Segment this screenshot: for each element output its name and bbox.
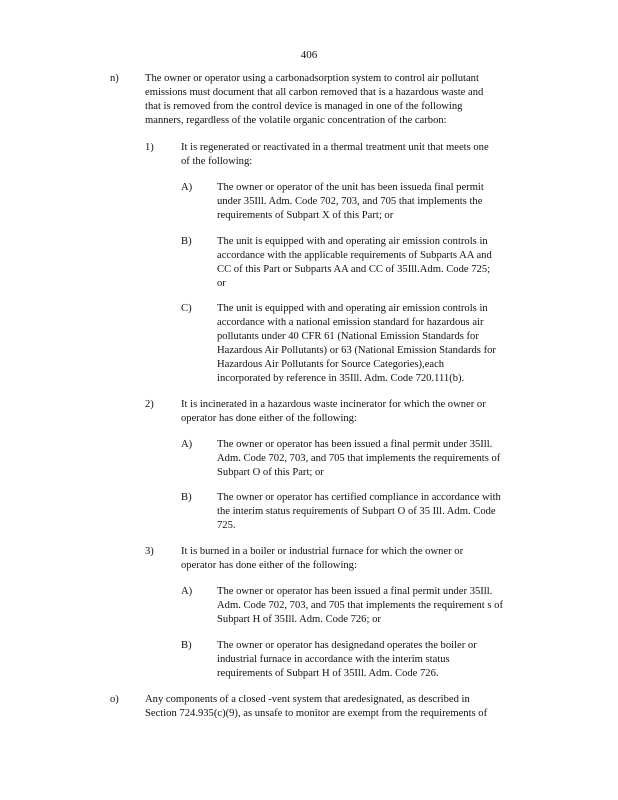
item-o-text: Any components of a closed -vent system that aredesignated, as described in Section 724.935(c)(9), as unsafe to monitor are exempt from the requirements of <box>145 694 488 720</box>
item-n1C-label: C) <box>181 303 192 314</box>
item-n1A-text: The owner or operator of the unit has been issueda final permit under 35Ill. Adm. Code 702, 703, and 705 that implements the requirements of Subpart X of this Part; or <box>217 182 484 222</box>
item-n2B-label: B) <box>181 492 192 503</box>
item-n1A-label: A) <box>181 182 193 193</box>
item-n2-label: 2) <box>145 399 154 410</box>
item-n1B-label: B) <box>181 236 192 247</box>
item-n2A-label: A) <box>181 439 193 450</box>
item-n2-text: It is incinerated in a hazardous waste incinerator for which the owner or operator has done either of the following: <box>181 399 486 425</box>
item-n1B-text: The unit is equipped with and operating air emission controls in accordance with the applicable requirements of Subparts AA and CC of this Part or Subparts AA and CC of 35Ill.Adm. Code 725; or <box>217 236 492 290</box>
item-n-label: n) <box>110 73 119 84</box>
item-n3A-text: The owner or operator has been issued a final permit under 35Ill. Adm. Code 702, 703, and 705 that implements the requirement s of Subpart H of 35Ill. Adm. Code 726; or <box>217 586 503 626</box>
item-n3-text: It is burned in a boiler or industrial furnace for which the owner or operator has done either of the following: <box>181 546 464 572</box>
item-n2B-text: The owner or operator has certified compliance in accordance with the interim status requirements of Subpart O of 35 Ill. Adm. Code 725. <box>217 492 501 532</box>
item-n3-label: 3) <box>145 546 154 557</box>
item-n1-text: It is regenerated or reactivated in a thermal treatment unit that meets one of the following: <box>181 142 489 168</box>
item-n1-label: 1) <box>145 142 154 153</box>
item-o-label: o) <box>110 694 119 705</box>
item-n-text: The owner or operator using a carbonadsorption system to control air pollutant emissions must document that all carbon removed that is a hazardous waste and that is removed from the control device is managed in one of the following manners, regardless of the volatile organic concentration of the carbon: <box>145 73 484 127</box>
item-n3B-label: B) <box>181 640 192 651</box>
item-n3B-text: The owner or operator has designedand operates the boiler or industrial furnace in accordance with the interim status requirements of Subpart H of 35Ill. Adm. Code 726. <box>217 640 477 680</box>
item-n2A-text: The owner or operator has been issued a final permit under 35Ill. Adm. Code 702, 703, and 705 that implements the requirements of Subpart O of this Part; or <box>217 439 501 479</box>
page-number: 406 <box>300 49 318 61</box>
item-n3A-label: A) <box>181 586 193 597</box>
item-n1C-text: The unit is equipped with and operating air emission controls in accordance with a national emission standard for hazardous air pollutants under 40 CFR 61 (National Emission Standards for Hazardous Air Pollutants) or 63 (National Emission Standards for Hazardous Air Pollutants for Source Categories),each incorporated by reference in 35Ill. Adm. Code 720.111(b). <box>217 303 496 385</box>
